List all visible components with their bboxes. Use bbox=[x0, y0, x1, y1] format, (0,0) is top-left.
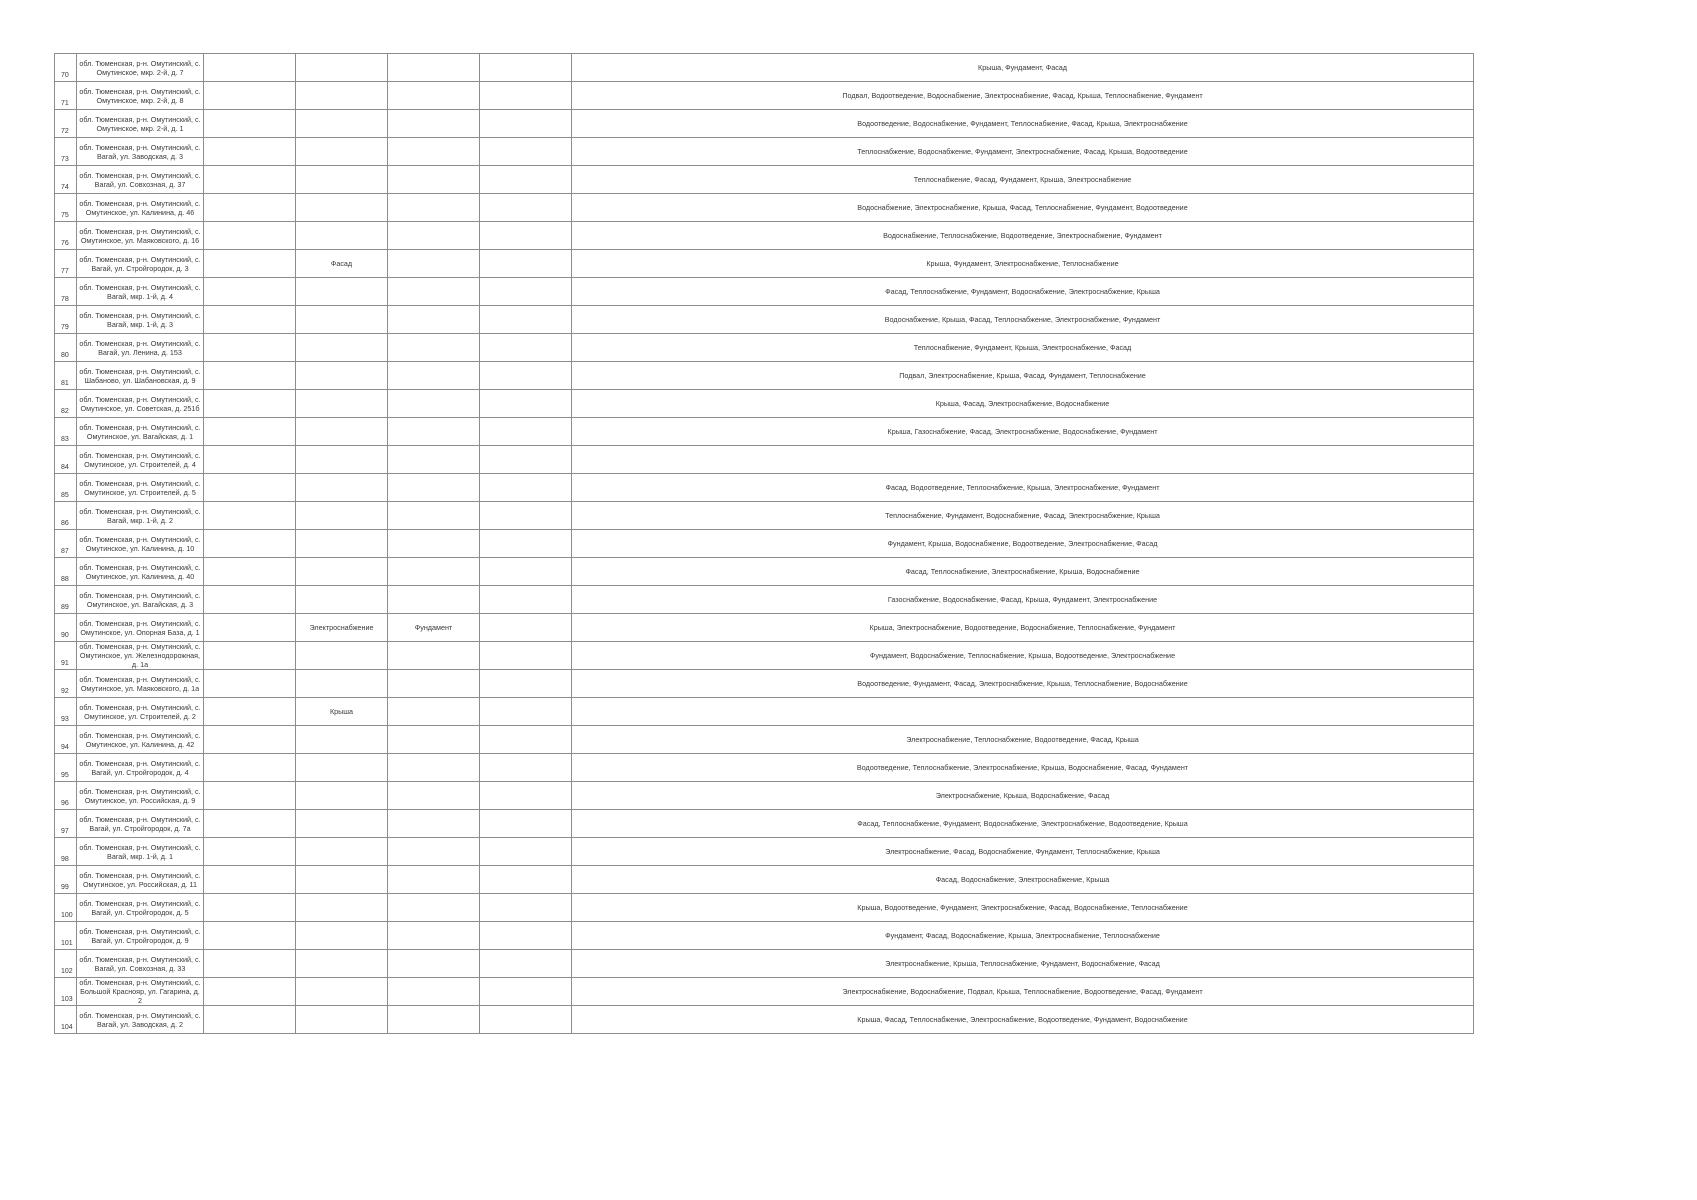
column-6-cell bbox=[480, 418, 572, 446]
column-4-cell bbox=[296, 194, 388, 222]
column-5-cell bbox=[388, 390, 480, 418]
table-row bbox=[55, 82, 1474, 110]
column-6-cell bbox=[480, 838, 572, 866]
table-row bbox=[55, 306, 1474, 334]
table-row bbox=[55, 670, 1474, 698]
table-row bbox=[55, 922, 1474, 950]
column-6-cell bbox=[480, 754, 572, 782]
column-5-cell bbox=[388, 278, 480, 306]
column-4-cell bbox=[296, 530, 388, 558]
table-row bbox=[55, 978, 1474, 1006]
column-6-cell bbox=[480, 978, 572, 1006]
address-cell: обл. Тюменская, р-н. Омутинский, с. Вагай, мкр. 1-й, д. 3 bbox=[77, 306, 204, 334]
column-6-cell bbox=[480, 362, 572, 390]
address-cell: обл. Тюменская, р-н. Омутинский, с. Вагай, ул. Стройгородок, д. 3 bbox=[77, 250, 204, 278]
column-4-cell bbox=[296, 306, 388, 334]
column-6-cell bbox=[480, 586, 572, 614]
address-cell: обл. Тюменская, р-н. Омутинский, с. Омутинское, ул. Советская, д. 251б bbox=[77, 390, 204, 418]
column-6-cell bbox=[480, 222, 572, 250]
address-cell: обл. Тюменская, р-н. Омутинский, с. Вагай, ул. Ленина, д. 153 bbox=[77, 334, 204, 362]
column-6-cell bbox=[480, 390, 572, 418]
column-4-cell bbox=[296, 278, 388, 306]
column-6-cell bbox=[480, 670, 572, 698]
column-5-cell bbox=[388, 922, 480, 950]
column-3-cell bbox=[204, 166, 296, 194]
works-list-cell: Крыша, Фундамент, Фасад bbox=[572, 54, 1474, 82]
column-6-cell bbox=[480, 698, 572, 726]
column-6-cell bbox=[480, 950, 572, 978]
works-list-cell: Электроснабжение, Фасад, Водоснабжение, Фундамент, Теплоснабжение, Крыша bbox=[572, 838, 1474, 866]
row-number-cell: 71 bbox=[55, 82, 77, 110]
address-cell: обл. Тюменская, р-н. Омутинский, с. Омутинское, ул. Строителей, д. 5 bbox=[77, 474, 204, 502]
works-list-cell: Подвал, Водоотведение, Водоснабжение, Электроснабжение, Фасад, Крыша, Теплоснабжение, Фундамент bbox=[572, 82, 1474, 110]
address-cell: обл. Тюменская, р-н. Омутинский, с. Омутинское, ул. Строителей, д. 2 bbox=[77, 698, 204, 726]
column-4-cell bbox=[296, 222, 388, 250]
column-4-cell: Фасад bbox=[296, 250, 388, 278]
address-cell: обл. Тюменская, р-н. Омутинский, с. Омутинское, ул. Опорная База, д. 1 bbox=[77, 614, 204, 642]
row-number-cell: 90 bbox=[55, 614, 77, 642]
column-3-cell bbox=[204, 530, 296, 558]
column-4-cell bbox=[296, 838, 388, 866]
address-cell: обл. Тюменская, р-н. Омутинский, с. Омутинское, ул. Российская, д. 9 bbox=[77, 782, 204, 810]
table-row bbox=[55, 838, 1474, 866]
column-4-cell bbox=[296, 866, 388, 894]
column-6-cell bbox=[480, 166, 572, 194]
column-4-cell bbox=[296, 166, 388, 194]
address-cell: обл. Тюменская, р-н. Омутинский, с. Омутинское, ул. Вагайская, д. 3 bbox=[77, 586, 204, 614]
works-list-cell: Крыша, Фасад, Электроснабжение, Водоснабжение bbox=[572, 390, 1474, 418]
table-row bbox=[55, 726, 1474, 754]
column-5-cell bbox=[388, 726, 480, 754]
row-number-cell: 85 bbox=[55, 474, 77, 502]
column-4-cell bbox=[296, 334, 388, 362]
table-row bbox=[55, 474, 1474, 502]
column-6-cell bbox=[480, 110, 572, 138]
column-6-cell bbox=[480, 54, 572, 82]
column-4-cell bbox=[296, 810, 388, 838]
address-cell: обл. Тюменская, р-н. Омутинский, с. Омутинское, мкр. 2-й, д. 1 bbox=[77, 110, 204, 138]
column-3-cell bbox=[204, 614, 296, 642]
column-4-cell: Крыша bbox=[296, 698, 388, 726]
works-list-cell: Теплоснабжение, Фундамент, Водоснабжение, Фасад, Электроснабжение, Крыша bbox=[572, 502, 1474, 530]
column-6-cell bbox=[480, 922, 572, 950]
table-row bbox=[55, 530, 1474, 558]
row-number-cell: 84 bbox=[55, 446, 77, 474]
works-list-cell: Электроснабжение, Крыша, Теплоснабжение, Фундамент, Водоснабжение, Фасад bbox=[572, 950, 1474, 978]
table-row bbox=[55, 362, 1474, 390]
column-3-cell bbox=[204, 1006, 296, 1034]
column-4-cell bbox=[296, 558, 388, 586]
table-row bbox=[55, 138, 1474, 166]
repair-plan-table bbox=[54, 53, 1474, 1034]
works-list-cell: Электроснабжение, Теплоснабжение, Водоотведение, Фасад, Крыша bbox=[572, 726, 1474, 754]
column-3-cell bbox=[204, 446, 296, 474]
column-5-cell bbox=[388, 670, 480, 698]
column-3-cell bbox=[204, 418, 296, 446]
row-number-cell: 78 bbox=[55, 278, 77, 306]
column-6-cell bbox=[480, 82, 572, 110]
column-3-cell bbox=[204, 922, 296, 950]
works-list-cell: Фасад, Водоотведение, Теплоснабжение, Крыша, Электроснабжение, Фундамент bbox=[572, 474, 1474, 502]
row-number-cell: 87 bbox=[55, 530, 77, 558]
column-4-cell bbox=[296, 922, 388, 950]
column-4-cell bbox=[296, 950, 388, 978]
column-5-cell bbox=[388, 782, 480, 810]
works-list-cell: Подвал, Электроснабжение, Крыша, Фасад, Фундамент, Теплоснабжение bbox=[572, 362, 1474, 390]
address-cell: обл. Тюменская, р-н. Омутинский, с. Вагай, ул. Стройгородок, д. 7а bbox=[77, 810, 204, 838]
column-4-cell bbox=[296, 670, 388, 698]
address-cell: обл. Тюменская, р-н. Омутинский, с. Большой Краснояр, ул. Гагарина, д. 2 bbox=[77, 978, 204, 1006]
column-5-cell bbox=[388, 138, 480, 166]
column-3-cell bbox=[204, 334, 296, 362]
address-cell: обл. Тюменская, р-н. Омутинский, с. Омутинское, мкр. 2-й, д. 7 bbox=[77, 54, 204, 82]
row-number-cell: 93 bbox=[55, 698, 77, 726]
address-cell: обл. Тюменская, р-н. Омутинский, с. Вагай, ул. Стройгородок, д. 9 bbox=[77, 922, 204, 950]
works-list-cell bbox=[572, 446, 1474, 474]
address-cell: обл. Тюменская, р-н. Омутинский, с. Шабаново, ул. Шабановская, д. 9 bbox=[77, 362, 204, 390]
works-list-cell: Водоснабжение, Крыша, Фасад, Теплоснабжение, Электроснабжение, Фундамент bbox=[572, 306, 1474, 334]
row-number-cell: 89 bbox=[55, 586, 77, 614]
works-list-cell: Теплоснабжение, Водоснабжение, Фундамент, Электроснабжение, Фасад, Крыша, Водоотведение bbox=[572, 138, 1474, 166]
column-6-cell bbox=[480, 138, 572, 166]
works-list-cell: Теплоснабжение, Фасад, Фундамент, Крыша, Электроснабжение bbox=[572, 166, 1474, 194]
column-4-cell bbox=[296, 754, 388, 782]
works-list-cell: Крыша, Водоотведение, Фундамент, Электроснабжение, Фасад, Водоснабжение, Теплоснабжение bbox=[572, 894, 1474, 922]
works-list-cell bbox=[572, 698, 1474, 726]
table-row bbox=[55, 810, 1474, 838]
row-number-cell: 100 bbox=[55, 894, 77, 922]
works-list-cell: Водоотведение, Водоснабжение, Фундамент, Теплоснабжение, Фасад, Крыша, Электроснабжение bbox=[572, 110, 1474, 138]
table-row bbox=[55, 642, 1474, 670]
table-row bbox=[55, 866, 1474, 894]
table-row bbox=[55, 586, 1474, 614]
column-5-cell bbox=[388, 418, 480, 446]
column-5-cell bbox=[388, 810, 480, 838]
column-5-cell bbox=[388, 530, 480, 558]
column-3-cell bbox=[204, 138, 296, 166]
row-number-cell: 104 bbox=[55, 1006, 77, 1034]
column-5-cell bbox=[388, 334, 480, 362]
column-5-cell bbox=[388, 698, 480, 726]
column-5-cell bbox=[388, 82, 480, 110]
column-6-cell bbox=[480, 250, 572, 278]
column-4-cell bbox=[296, 110, 388, 138]
column-4-cell bbox=[296, 978, 388, 1006]
column-4-cell bbox=[296, 82, 388, 110]
column-4-cell bbox=[296, 138, 388, 166]
column-3-cell bbox=[204, 754, 296, 782]
row-number-cell: 97 bbox=[55, 810, 77, 838]
row-number-cell: 81 bbox=[55, 362, 77, 390]
column-4-cell bbox=[296, 642, 388, 670]
row-number-cell: 102 bbox=[55, 950, 77, 978]
column-5-cell bbox=[388, 586, 480, 614]
column-3-cell bbox=[204, 278, 296, 306]
column-6-cell bbox=[480, 614, 572, 642]
column-5-cell bbox=[388, 642, 480, 670]
table-row bbox=[55, 54, 1474, 82]
row-number-cell: 91 bbox=[55, 642, 77, 670]
column-3-cell bbox=[204, 950, 296, 978]
works-list-cell: Водоснабжение, Электроснабжение, Крыша, Фасад, Теплоснабжение, Фундамент, Водоотведение bbox=[572, 194, 1474, 222]
table-row bbox=[55, 110, 1474, 138]
column-4-cell bbox=[296, 894, 388, 922]
address-cell: обл. Тюменская, р-н. Омутинский, с. Вагай, ул. Стройгородок, д. 5 bbox=[77, 894, 204, 922]
column-5-cell bbox=[388, 838, 480, 866]
column-4-cell bbox=[296, 362, 388, 390]
works-list-cell: Водоотведение, Теплоснабжение, Электроснабжение, Крыша, Водоснабжение, Фасад, Фундамент bbox=[572, 754, 1474, 782]
column-6-cell bbox=[480, 306, 572, 334]
works-list-cell: Фасад, Теплоснабжение, Электроснабжение, Крыша, Водоснабжение bbox=[572, 558, 1474, 586]
column-4-cell bbox=[296, 502, 388, 530]
column-3-cell bbox=[204, 726, 296, 754]
column-3-cell bbox=[204, 194, 296, 222]
row-number-cell: 88 bbox=[55, 558, 77, 586]
column-4-cell bbox=[296, 726, 388, 754]
column-3-cell bbox=[204, 698, 296, 726]
column-3-cell bbox=[204, 586, 296, 614]
table-row bbox=[55, 194, 1474, 222]
column-4-cell: Электроснабжение bbox=[296, 614, 388, 642]
column-3-cell bbox=[204, 838, 296, 866]
column-5-cell bbox=[388, 54, 480, 82]
works-list-cell: Фундамент, Водоснабжение, Теплоснабжение, Крыша, Водоотведение, Электроснабжение bbox=[572, 642, 1474, 670]
column-3-cell bbox=[204, 894, 296, 922]
column-5-cell bbox=[388, 222, 480, 250]
column-3-cell bbox=[204, 810, 296, 838]
column-3-cell bbox=[204, 642, 296, 670]
row-number-cell: 70 bbox=[55, 54, 77, 82]
table-row bbox=[55, 698, 1474, 726]
column-3-cell bbox=[204, 54, 296, 82]
column-4-cell bbox=[296, 54, 388, 82]
table-row bbox=[55, 250, 1474, 278]
table-row bbox=[55, 334, 1474, 362]
address-cell: обл. Тюменская, р-н. Омутинский, с. Омутинское, ул. Маяковского, д. 1а bbox=[77, 670, 204, 698]
works-list-cell: Фасад, Теплоснабжение, Фундамент, Водоснабжение, Электроснабжение, Водоотведение, Крыша bbox=[572, 810, 1474, 838]
column-5-cell bbox=[388, 194, 480, 222]
works-list-cell: Фасад, Теплоснабжение, Фундамент, Водоснабжение, Электроснабжение, Крыша bbox=[572, 278, 1474, 306]
column-3-cell bbox=[204, 110, 296, 138]
works-list-cell: Газоснабжение, Водоснабжение, Фасад, Крыша, Фундамент, Электроснабжение bbox=[572, 586, 1474, 614]
row-number-cell: 74 bbox=[55, 166, 77, 194]
column-3-cell bbox=[204, 978, 296, 1006]
column-4-cell bbox=[296, 1006, 388, 1034]
table-row bbox=[55, 782, 1474, 810]
address-cell: обл. Тюменская, р-н. Омутинский, с. Вагай, ул. Заводская, д. 2 bbox=[77, 1006, 204, 1034]
column-4-cell bbox=[296, 390, 388, 418]
column-6-cell bbox=[480, 866, 572, 894]
column-5-cell bbox=[388, 250, 480, 278]
works-list-cell: Крыша, Фундамент, Электроснабжение, Теплоснабжение bbox=[572, 250, 1474, 278]
column-4-cell bbox=[296, 586, 388, 614]
column-3-cell bbox=[204, 474, 296, 502]
column-6-cell bbox=[480, 558, 572, 586]
column-6-cell bbox=[480, 642, 572, 670]
column-3-cell bbox=[204, 502, 296, 530]
address-cell: обл. Тюменская, р-н. Омутинский, с. Омутинское, ул. Железнодорожная, д. 1а bbox=[77, 642, 204, 670]
column-6-cell bbox=[480, 474, 572, 502]
column-6-cell bbox=[480, 1006, 572, 1034]
column-5-cell bbox=[388, 110, 480, 138]
column-6-cell bbox=[480, 334, 572, 362]
address-cell: обл. Тюменская, р-н. Омутинский, с. Омутинское, ул. Калинина, д. 46 bbox=[77, 194, 204, 222]
column-5-cell bbox=[388, 362, 480, 390]
column-5-cell bbox=[388, 866, 480, 894]
column-4-cell bbox=[296, 418, 388, 446]
address-cell: обл. Тюменская, р-н. Омутинский, с. Омутинское, ул. Калинина, д. 40 bbox=[77, 558, 204, 586]
address-cell: обл. Тюменская, р-н. Омутинский, с. Омутинское, ул. Калинина, д. 42 bbox=[77, 726, 204, 754]
table-row bbox=[55, 754, 1474, 782]
table-body bbox=[55, 54, 1474, 1034]
column-6-cell bbox=[480, 726, 572, 754]
table-row bbox=[55, 278, 1474, 306]
column-3-cell bbox=[204, 250, 296, 278]
column-5-cell bbox=[388, 502, 480, 530]
row-number-cell: 92 bbox=[55, 670, 77, 698]
address-cell: обл. Тюменская, р-н. Омутинский, с. Омутинское, ул. Вагайская, д. 1 bbox=[77, 418, 204, 446]
table-row bbox=[55, 390, 1474, 418]
address-cell: обл. Тюменская, р-н. Омутинский, с. Вагай, ул. Совхозная, д. 33 bbox=[77, 950, 204, 978]
works-list-cell: Крыша, Газоснабжение, Фасад, Электроснабжение, Водоснабжение, Фундамент bbox=[572, 418, 1474, 446]
column-3-cell bbox=[204, 782, 296, 810]
column-3-cell bbox=[204, 558, 296, 586]
address-cell: обл. Тюменская, р-н. Омутинский, с. Вагай, мкр. 1-й, д. 4 bbox=[77, 278, 204, 306]
column-5-cell bbox=[388, 978, 480, 1006]
row-number-cell: 76 bbox=[55, 222, 77, 250]
works-list-cell: Крыша, Фасад, Теплоснабжение, Электроснабжение, Водоотведение, Фундамент, Водоснабжение bbox=[572, 1006, 1474, 1034]
works-list-cell: Электроснабжение, Крыша, Водоснабжение, Фасад bbox=[572, 782, 1474, 810]
table-row bbox=[55, 166, 1474, 194]
column-5-cell bbox=[388, 894, 480, 922]
column-5-cell bbox=[388, 474, 480, 502]
works-list-cell: Крыша, Электроснабжение, Водоотведение, Водоснабжение, Теплоснабжение, Фундамент bbox=[572, 614, 1474, 642]
works-list-cell: Электроснабжение, Водоснабжение, Подвал, Крыша, Теплоснабжение, Водоотведение, Фасад, Фундамент bbox=[572, 978, 1474, 1006]
row-number-cell: 75 bbox=[55, 194, 77, 222]
column-5-cell: Фундамент bbox=[388, 614, 480, 642]
column-3-cell bbox=[204, 670, 296, 698]
works-list-cell: Водоснабжение, Теплоснабжение, Водоотведение, Электроснабжение, Фундамент bbox=[572, 222, 1474, 250]
table-row bbox=[55, 614, 1474, 642]
address-cell: обл. Тюменская, р-н. Омутинский, с. Вагай, ул. Совхозная, д. 37 bbox=[77, 166, 204, 194]
row-number-cell: 83 bbox=[55, 418, 77, 446]
column-6-cell bbox=[480, 894, 572, 922]
row-number-cell: 77 bbox=[55, 250, 77, 278]
column-3-cell bbox=[204, 866, 296, 894]
table-row bbox=[55, 502, 1474, 530]
column-3-cell bbox=[204, 222, 296, 250]
address-cell: обл. Тюменская, р-н. Омутинский, с. Омутинское, ул. Маяковского, д. 16 bbox=[77, 222, 204, 250]
column-6-cell bbox=[480, 278, 572, 306]
works-list-cell: Водоотведение, Фундамент, Фасад, Электроснабжение, Крыша, Теплоснабжение, Водоснабжение bbox=[572, 670, 1474, 698]
address-cell: обл. Тюменская, р-н. Омутинский, с. Вагай, мкр. 1-й, д. 2 bbox=[77, 502, 204, 530]
address-cell: обл. Тюменская, р-н. Омутинский, с. Омутинское, ул. Строителей, д. 4 bbox=[77, 446, 204, 474]
address-cell: обл. Тюменская, р-н. Омутинский, с. Вагай, мкр. 1-й, д. 1 bbox=[77, 838, 204, 866]
row-number-cell: 99 bbox=[55, 866, 77, 894]
column-6-cell bbox=[480, 194, 572, 222]
works-list-cell: Фасад, Водоснабжение, Электроснабжение, Крыша bbox=[572, 866, 1474, 894]
column-6-cell bbox=[480, 810, 572, 838]
column-3-cell bbox=[204, 362, 296, 390]
table-row bbox=[55, 1006, 1474, 1034]
row-number-cell: 103 bbox=[55, 978, 77, 1006]
column-6-cell bbox=[480, 446, 572, 474]
address-cell: обл. Тюменская, р-н. Омутинский, с. Вагай, ул. Стройгородок, д. 4 bbox=[77, 754, 204, 782]
column-4-cell bbox=[296, 782, 388, 810]
address-cell: обл. Тюменская, р-н. Омутинский, с. Омутинское, мкр. 2-й, д. 8 bbox=[77, 82, 204, 110]
column-4-cell bbox=[296, 474, 388, 502]
table-row bbox=[55, 222, 1474, 250]
column-6-cell bbox=[480, 782, 572, 810]
column-3-cell bbox=[204, 306, 296, 334]
column-5-cell bbox=[388, 558, 480, 586]
table-row bbox=[55, 418, 1474, 446]
column-5-cell bbox=[388, 306, 480, 334]
address-cell: обл. Тюменская, р-н. Омутинский, с. Омутинское, ул. Российская, д. 11 bbox=[77, 866, 204, 894]
row-number-cell: 82 bbox=[55, 390, 77, 418]
row-number-cell: 95 bbox=[55, 754, 77, 782]
column-4-cell bbox=[296, 446, 388, 474]
column-5-cell bbox=[388, 446, 480, 474]
column-6-cell bbox=[480, 502, 572, 530]
column-6-cell bbox=[480, 530, 572, 558]
table-row bbox=[55, 558, 1474, 586]
works-list-cell: Теплоснабжение, Фундамент, Крыша, Электроснабжение, Фасад bbox=[572, 334, 1474, 362]
column-5-cell bbox=[388, 950, 480, 978]
row-number-cell: 101 bbox=[55, 922, 77, 950]
column-3-cell bbox=[204, 82, 296, 110]
column-5-cell bbox=[388, 166, 480, 194]
row-number-cell: 73 bbox=[55, 138, 77, 166]
document-sheet bbox=[54, 53, 1474, 1034]
works-list-cell: Фундамент, Крыша, Водоснабжение, Водоотведение, Электроснабжение, Фасад bbox=[572, 530, 1474, 558]
table-row bbox=[55, 446, 1474, 474]
column-3-cell bbox=[204, 390, 296, 418]
address-cell: обл. Тюменская, р-н. Омутинский, с. Омутинское, ул. Калинина, д. 10 bbox=[77, 530, 204, 558]
row-number-cell: 96 bbox=[55, 782, 77, 810]
table-row bbox=[55, 894, 1474, 922]
row-number-cell: 72 bbox=[55, 110, 77, 138]
row-number-cell: 98 bbox=[55, 838, 77, 866]
row-number-cell: 80 bbox=[55, 334, 77, 362]
works-list-cell: Фундамент, Фасад, Водоснабжение, Крыша, Электроснабжение, Теплоснабжение bbox=[572, 922, 1474, 950]
row-number-cell: 79 bbox=[55, 306, 77, 334]
row-number-cell: 94 bbox=[55, 726, 77, 754]
column-5-cell bbox=[388, 754, 480, 782]
column-5-cell bbox=[388, 1006, 480, 1034]
address-cell: обл. Тюменская, р-н. Омутинский, с. Вагай, ул. Заводская, д. 3 bbox=[77, 138, 204, 166]
row-number-cell: 86 bbox=[55, 502, 77, 530]
table-row bbox=[55, 950, 1474, 978]
